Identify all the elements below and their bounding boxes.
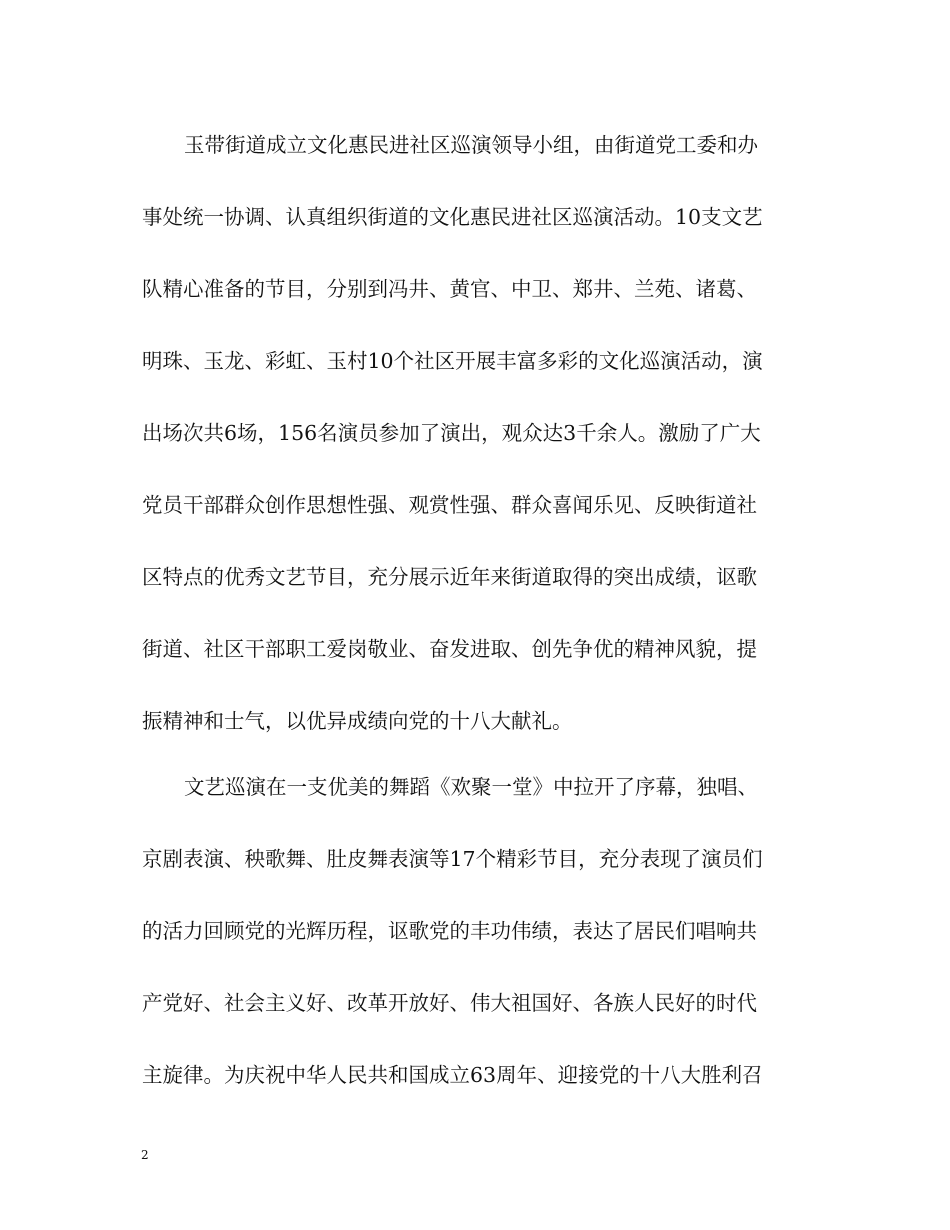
paragraph-1-line-4: 明珠、玉龙、彩虹、玉村10个社区开展丰富多彩的文化巡演活动，演 bbox=[142, 349, 763, 373]
paragraph-1-line-5: 出场次共6场，156名演员参加了演出，观众达3千余人。激励了广大 bbox=[142, 421, 761, 445]
paragraph-2-line-3: 的活力回顾党的光辉历程，讴歌党的丰功伟绩，表达了居民们唱响共 bbox=[142, 919, 757, 943]
paragraph-1-line-2: 事处统一协调、认真组织街道的文化惠民进社区巡演活动。10支文艺 bbox=[142, 205, 763, 229]
paragraph-1-line-1: 玉带街道成立文化惠民进社区巡演领导小组，由街道党工委和办 bbox=[184, 133, 758, 157]
page-number: 2 bbox=[141, 1148, 149, 1162]
paragraph-1-line-6: 党员干部群众创作思想性强、观赏性强、群众喜闻乐见、反映街道社 bbox=[142, 493, 757, 517]
paragraph-1-line-9: 振精神和士气，以优异成绩向党的十八大献礼。 bbox=[142, 709, 573, 733]
paragraph-2-line-2: 京剧表演、秧歌舞、肚皮舞表演等17个精彩节目，充分表现了演员们 bbox=[142, 847, 763, 871]
paragraph-2-line-5: 主旋律。为庆祝中华人民共和国成立63周年、迎接党的十八大胜利召 bbox=[142, 1063, 763, 1087]
paragraph-2-line-1: 文艺巡演在一支优美的舞蹈《欢聚一堂》中拉开了序幕，独唱、 bbox=[184, 775, 758, 799]
paragraph-2-line-4: 产党好、社会主义好、改革开放好、伟大祖国好、各族人民好的时代 bbox=[142, 991, 757, 1015]
paragraph-1-line-3: 队精心准备的节目，分别到冯井、黄官、中卫、郑井、兰苑、诸葛、 bbox=[142, 277, 757, 301]
paragraph-1-line-7: 区特点的优秀文艺节目，充分展示近年来街道取得的突出成绩，讴歌 bbox=[142, 565, 757, 589]
paragraph-1-line-8: 街道、社区干部职工爱岗敬业、奋发进取、创先争优的精神风貌，提 bbox=[142, 637, 757, 661]
